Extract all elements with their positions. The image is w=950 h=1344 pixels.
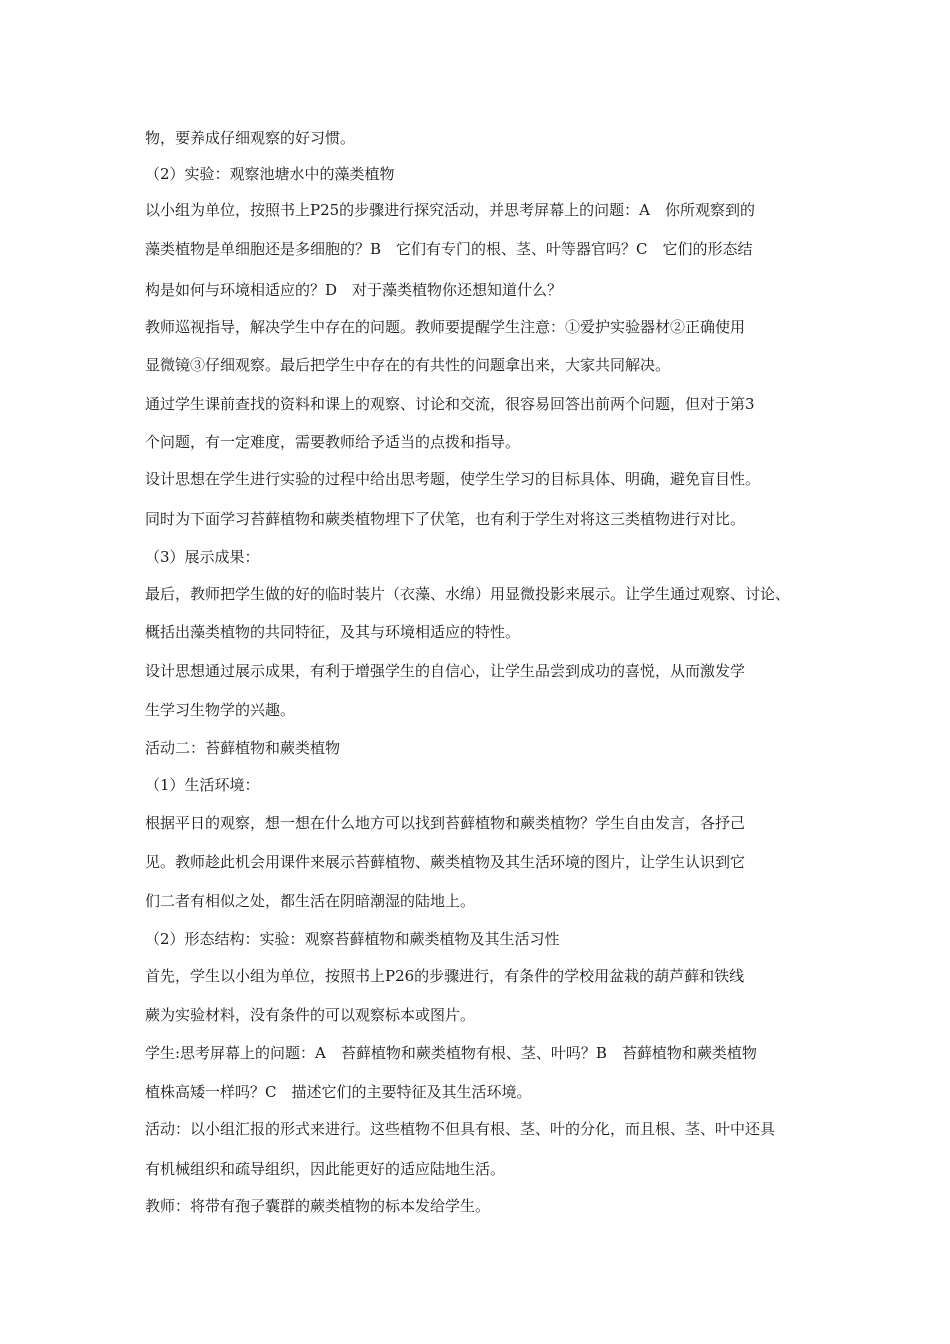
text-line: 生学习生物学的兴趣。: [145, 701, 296, 719]
text-line: 藻类植物是单细胞还是多细胞的？B 它们有专门的根、茎、叶等器官吗？C 它们的形态结: [145, 240, 753, 258]
text-line: 最后，教师把学生做的好的临时装片（衣藻、水绵）用显微投影来展示。让学生通过观察、讨论、: [145, 585, 791, 603]
section-heading: 活动二：苔藓植物和蕨类植物: [145, 739, 341, 757]
text-line: 同时为下面学习苔藓植物和蕨类植物埋下了伏笔，也有利于学生对将这三类植物进行对比。: [145, 510, 746, 528]
text-line: 教师巡视指导，解决学生中存在的问题。教师要提醒学生注意：①爱护实验器材②正确使用: [145, 318, 746, 336]
text-line: 显微镜③仔细观察。最后把学生中存在的有共性的问题拿出来，大家共同解决。: [145, 356, 671, 374]
section-heading: （3）展示成果：: [145, 548, 260, 566]
text-line: 根据平日的观察，想一想在什么地方可以找到苔藓植物和蕨类植物？学生自由发言，各抒己: [145, 814, 746, 832]
text-line: 蕨为实验材料，没有条件的可以观察标本或图片。: [145, 1006, 476, 1024]
text-line: 首先，学生以小组为单位，按照书上P26的步骤进行，有条件的学校用盆栽的葫芦藓和铁线: [145, 967, 745, 985]
text-line: 以小组为单位，按照书上P25的步骤进行探究活动，并思考屏幕上的问题：A 你所观察到的: [145, 201, 756, 219]
text-line: 设计思想通过展示成果，有利于增强学生的自信心，让学生品尝到成功的喜悦，从而激发学: [145, 662, 746, 680]
text-line: 通过学生课前查找的资料和课上的观察、讨论和交流，很容易回答出前两个问题，但对于第3: [145, 395, 755, 413]
text-line: 物，要养成仔细观察的好习惯。: [145, 129, 356, 147]
text-line: 们二者有相似之处，都生活在阴暗潮湿的陆地上。: [145, 892, 476, 910]
text-line: 个问题，有一定难度，需要教师给予适当的点拨和指导。: [145, 433, 521, 451]
text-line: 构是如何与环境相适应的？D 对于藻类植物你还想知道什么？: [145, 281, 563, 299]
text-line: 活动：以小组汇报的形式来进行。这些植物不但具有根、茎、叶的分化，而且根、茎、叶中还具: [145, 1120, 776, 1138]
text-line: 学生:思考屏幕上的问题：A 苔藓植物和蕨类植物有根、茎、叶吗？B 苔藓植物和蕨类植物: [145, 1044, 757, 1062]
section-heading: （2）形态结构：实验：观察苔藓植物和蕨类植物及其生活习性: [145, 930, 560, 948]
text-line: 概括出藻类植物的共同特征，及其与环境相适应的特性。: [145, 623, 521, 641]
text-line: 见。教师趁此机会用课件来展示苔藓植物、蕨类植物及其生活环境的图片，让学生认识到它: [145, 853, 746, 871]
section-heading: （1）生活环境：: [145, 776, 260, 794]
text-line: 植株高矮一样吗？C 描述它们的主要特征及其生活环境。: [145, 1083, 532, 1101]
section-heading: （2）实验：观察池塘水中的藻类植物: [145, 165, 395, 183]
text-line: 有机械组织和疏导组织，因此能更好的适应陆地生活。: [145, 1160, 506, 1178]
text-line: 教师：将带有孢子囊群的蕨类植物的标本发给学生。: [145, 1197, 491, 1215]
text-line: 设计思想在学生进行实验的过程中给出思考题，使学生学习的目标具体、明确，避免盲目性。: [145, 470, 761, 488]
